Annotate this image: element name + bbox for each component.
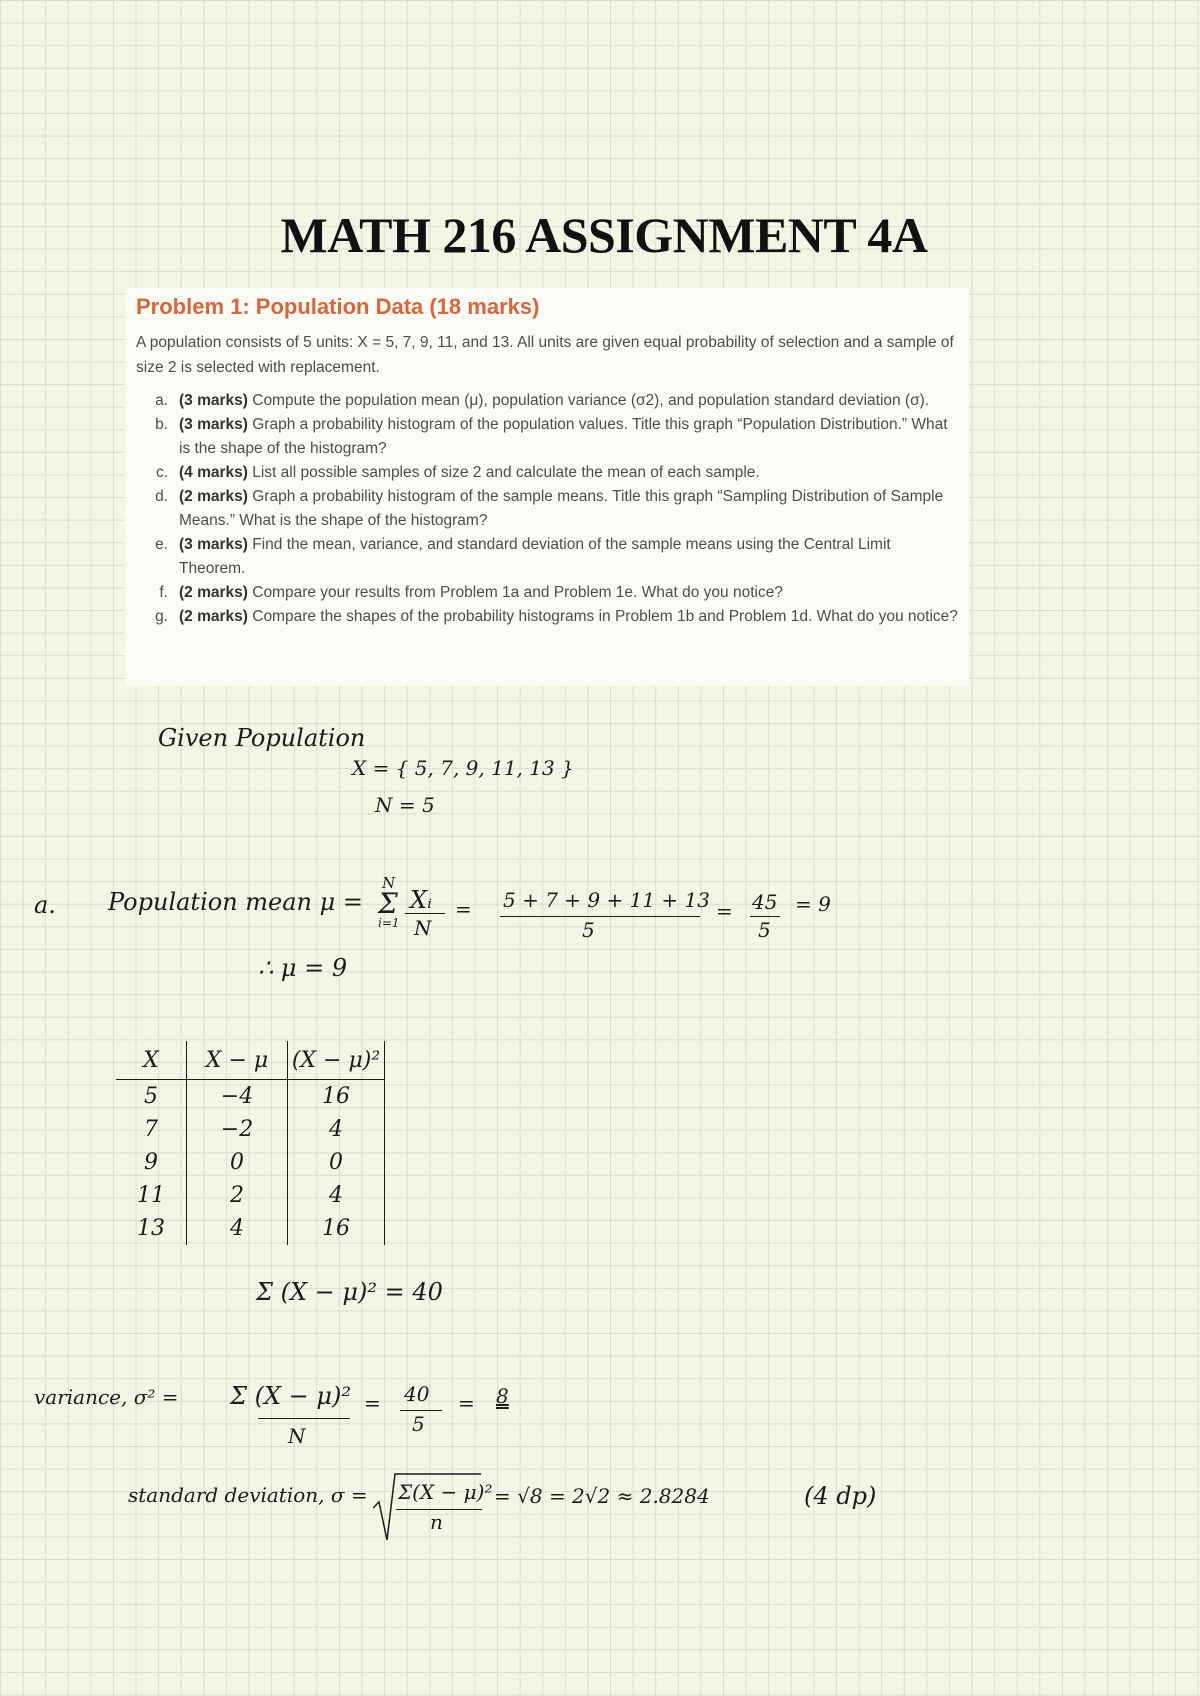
table-cell: 4: [187, 1212, 288, 1245]
problem-intro: A population consists of 5 units: X = 5, 7, 9, 11, and 13. All units are given equal probability of selection and a sample of size 2 is selected with replacement.: [136, 334, 954, 376]
variance-label: variance, σ² =: [34, 1385, 179, 1409]
item-text: List all possible samples of size 2 and calculate the mean of each sample.: [247, 464, 760, 481]
sum-upper-limit: N: [382, 874, 396, 892]
table-row: [116, 1146, 385, 1179]
item-text: Compute the population mean (μ), population variance (σ2), and population standard deviation (σ).: [247, 392, 930, 409]
equals-sign: =: [716, 899, 733, 923]
mean-numerator: 5 + 7 + 9 + 11 + 13: [503, 888, 710, 912]
item-letter: f.: [159, 584, 168, 601]
item-text: Find the mean, variance, and standard deviation of the sample means using the Central Limit Theorem.: [179, 536, 891, 577]
equals-sign: =: [455, 897, 472, 921]
table-cell: 13: [116, 1212, 187, 1245]
table-row: [116, 1080, 385, 1114]
item-letter: e.: [155, 536, 168, 553]
population-set: X = { 5, 7, 9, 11, 13 }: [352, 756, 574, 780]
equals-sign: =: [364, 1391, 381, 1415]
table-cell: 16: [288, 1212, 385, 1245]
table-header-row: [116, 1041, 385, 1080]
col-header: X − μ: [187, 1041, 288, 1080]
mean-fraction-bar: [500, 916, 700, 917]
item-letter: d.: [155, 488, 168, 505]
variance-mid-denominator: 5: [412, 1412, 425, 1436]
item-marks: (2 marks): [179, 488, 248, 505]
deviation-table: [116, 1041, 385, 1245]
item-marks: (3 marks): [179, 536, 248, 553]
item-marks: (2 marks): [179, 584, 248, 601]
problem-item-e: [136, 533, 958, 581]
variance-mid-bar: [400, 1410, 442, 1411]
xi-fraction-bar: [405, 913, 445, 914]
variance-result: 8: [496, 1384, 509, 1408]
table-cell: 4: [288, 1179, 385, 1212]
mean-result: = 9: [795, 892, 831, 916]
item-letter: c.: [155, 464, 168, 481]
given-population-label: Given Population: [158, 724, 366, 752]
problem-item-g: [136, 605, 958, 629]
variance-denominator: N: [288, 1424, 306, 1448]
table-row: [116, 1212, 385, 1245]
sum-lower-limit: i=1: [378, 916, 400, 930]
frac-denominator: 5: [758, 918, 771, 942]
sd-numerator: Σ(X − μ)²: [398, 1480, 493, 1504]
frac-bar: [750, 916, 780, 917]
problem-item-a: [136, 389, 958, 413]
problem-heading: Problem 1: Population Data (18 marks): [136, 294, 540, 319]
table-cell: 2: [187, 1179, 288, 1212]
variance-fraction-bar: [258, 1418, 350, 1419]
xi-numerator: Xᵢ: [410, 886, 432, 914]
population-size: N = 5: [375, 793, 435, 817]
item-text: Compare the shapes of the probability histograms in Problem 1b and Problem 1d. What do you notice?: [247, 608, 958, 625]
table-row: [116, 1179, 385, 1212]
mean-label: Population mean μ =: [108, 888, 363, 916]
table-cell: 0: [187, 1146, 288, 1179]
sum-symbol: Σ: [378, 887, 398, 920]
variance-mid-numerator: 40: [404, 1382, 430, 1406]
frac-numerator: 45: [752, 890, 778, 914]
part-a-label: a.: [34, 891, 56, 919]
sd-decimal-places: (4 dp): [804, 1482, 877, 1510]
xi-denominator: N: [414, 916, 432, 940]
table-cell: −2: [187, 1113, 288, 1146]
item-letter: a.: [155, 392, 168, 409]
item-text: Graph a probability histogram of the population values. Title this graph “Population Distribution.” What is the shape of the histogram?: [179, 416, 948, 457]
problem-item-f: [136, 581, 958, 605]
item-marks: (3 marks): [179, 416, 248, 433]
sd-denominator: n: [430, 1510, 443, 1534]
problem-items: [136, 389, 958, 629]
sum-of-squares: Σ (X − μ)² = 40: [256, 1278, 443, 1306]
col-header: X: [116, 1041, 187, 1080]
problem-statement: [125, 288, 969, 686]
item-letter: b.: [155, 416, 168, 433]
variance-numerator: Σ (X − μ)²: [230, 1382, 351, 1410]
sd-label: standard deviation, σ =: [128, 1483, 368, 1507]
table-cell: 5: [116, 1080, 187, 1114]
table-row: [116, 1113, 385, 1146]
table-cell: 9: [116, 1146, 187, 1179]
therefore-mean: ∴ μ = 9: [258, 954, 348, 982]
table-cell: 4: [288, 1113, 385, 1146]
col-header: (X − μ)²: [288, 1041, 385, 1080]
item-marks: (2 marks): [179, 608, 248, 625]
item-letter: g.: [155, 608, 168, 625]
table-cell: 16: [288, 1080, 385, 1114]
problem-item-d: [136, 485, 958, 533]
item-text: Compare your results from Problem 1a and Problem 1e. What do you notice?: [247, 584, 783, 601]
table-cell: 7: [116, 1113, 187, 1146]
assignment-title: MATH 216 ASSIGNMENT 4A: [280, 207, 928, 263]
problem-item-b: [136, 413, 958, 461]
item-text: Graph a probability histogram of the sample means. Title this graph “Sampling Distribution of Sample Means.” What is the shape of the histogram?: [179, 488, 944, 529]
mean-denominator: 5: [582, 918, 595, 942]
item-marks: (4 marks): [179, 464, 248, 481]
table-cell: 0: [288, 1146, 385, 1179]
sd-result: = √8 = 2√2 ≈ 2.8284: [494, 1484, 710, 1508]
problem-item-c: [136, 461, 958, 485]
table-cell: 11: [116, 1179, 187, 1212]
table-cell: −4: [187, 1080, 288, 1114]
equals-sign: =: [458, 1391, 475, 1415]
item-marks: (3 marks): [179, 392, 248, 409]
